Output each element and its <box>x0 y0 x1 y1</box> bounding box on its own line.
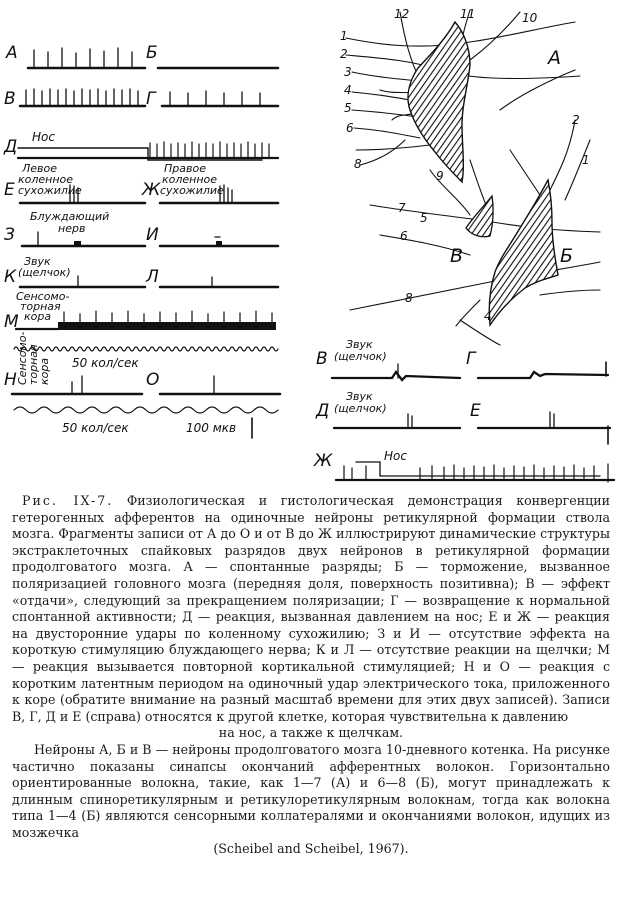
svg-text:4: 4 <box>484 309 492 323</box>
panel-label-o: О <box>146 370 160 390</box>
time-marker-m <box>14 347 278 351</box>
caption-paragraph-1-end: на нос, а также к щелчкам. <box>218 725 404 741</box>
label-left-knee-2: коленное <box>18 173 74 186</box>
label-left-knee-3: сухожилие <box>18 184 82 197</box>
panel-label-l: Л <box>146 267 159 287</box>
label-right-knee-2: коленное <box>162 173 218 186</box>
label-freq-m: 50 кол/сек <box>72 356 139 370</box>
panel-label-b: Б <box>146 43 158 63</box>
neuron-v <box>466 196 493 237</box>
svg-text:1: 1 <box>340 29 348 43</box>
svg-text:4: 4 <box>344 83 352 97</box>
right-recordings <box>332 362 614 482</box>
right-label-e: Е <box>470 401 481 421</box>
label-sound-1: Звук <box>24 255 51 268</box>
panel-label-g: Г <box>146 89 156 109</box>
spikes-a <box>34 48 132 68</box>
svg-text:8: 8 <box>405 291 413 305</box>
right-label-d: Д <box>316 401 330 421</box>
trace-m <box>58 322 276 330</box>
label-n-sensorimotor-1: Сенсомо- <box>16 331 29 385</box>
svg-text:3: 3 <box>344 65 352 79</box>
label-right-knee-3: сухожилие <box>160 184 224 197</box>
panel-label-m: М <box>4 312 19 332</box>
panel-label-n: Н <box>4 370 17 390</box>
caption-citation: (Scheibel and Scheibel, 1967). <box>213 841 409 857</box>
caption-text-1: Физиологическая и гистологическая демонстрация конвергенции гетерогенных афферентов на одиночные нейроны ретикулярной формации ствола мозга. Фрагменты записи от А до О и от В до Ж иллюстрируют динамические структуры экстраклеточных спайковых разрядов двух нейронов в ретикулярной формации продолговатого мозга. А — спонтанные разряды; Б — торможение, вызванное поляризацией головного мозга (передняя доля, поверхность позитивна); В — эффект «отдачи», следующий за прекращением поляризации; Г — возвращение к нормальной спонтанной активности; Д — реакция, вызванная давлением на нос; Е и Ж — реакция на двусторонние удары по коленному сухожилию; З и И — отсутствие эффекта на короткую стимуляцию блуждающего нерва; К и Л — отсутствие реакции на щелчки; М — реакция вызывается повторной кортикальной стимуляцией; Н и О — реакция с коротким латентным периодом на одиночный удар электрического тока, приложенного к коре (обратите внимание на разный масштаб времени для этих двух записей). Записи В, Г, Д и Е (справа) относятся к другой клетке, которая чувствительна к давлению <box>12 493 610 724</box>
right-label-v: В <box>316 349 328 369</box>
svg-text:6: 6 <box>400 229 408 243</box>
neuron-drawing <box>346 10 600 345</box>
label-vagus-2: нерв <box>58 222 86 235</box>
right2-sound-1: Звук <box>346 390 373 403</box>
svg-text:6: 6 <box>346 121 354 135</box>
label-sound-2: (щелчок) <box>18 266 71 279</box>
panel-label-v: В <box>4 89 16 109</box>
spikes-d <box>150 142 269 158</box>
svg-text:2: 2 <box>340 47 348 61</box>
right-nose: Нос <box>384 449 407 463</box>
svg-text:1: 1 <box>582 153 590 167</box>
label-vagus-1: Блуждающий <box>30 210 110 223</box>
panel-label-k: К <box>4 267 17 287</box>
caption-paragraph-1 <box>12 493 610 725</box>
svg-text:11: 11 <box>460 7 476 21</box>
svg-text:5: 5 <box>344 101 352 115</box>
label-right-knee-1: Правое <box>164 162 206 175</box>
label-n-sensorimotor-2: торная <box>27 344 40 385</box>
svg-text:5: 5 <box>420 211 428 225</box>
svg-text:12: 12 <box>394 7 410 21</box>
neuron-label-v: В <box>450 245 464 267</box>
figure-caption <box>12 493 610 858</box>
panel-label-a: А <box>6 43 18 63</box>
spikes-g <box>170 91 260 106</box>
label-scale: 100 мкв <box>186 421 237 435</box>
right-label-g: Г <box>466 349 476 369</box>
label-freq-bottom: 50 кол/сек <box>62 421 129 435</box>
label-sensorimotor-3: кора <box>24 310 52 323</box>
svg-text:10: 10 <box>522 11 538 25</box>
svg-text:7: 7 <box>398 201 406 215</box>
figure-label: Рис. IX-7. <box>22 493 114 508</box>
label-sensorimotor-1: Сенсомо- <box>16 290 70 303</box>
panel-label-z: З <box>4 225 15 245</box>
time-marker-bottom <box>14 407 278 413</box>
panel-label-e: Е <box>4 180 15 200</box>
right-sound-1: Звук <box>346 338 373 351</box>
label-left-knee-1: Левое <box>22 162 58 175</box>
right2-sound-2: (щелчок) <box>334 402 387 415</box>
right-sound-2: (щелчок) <box>334 350 387 363</box>
svg-text:9: 9 <box>436 169 444 183</box>
panel-label-zh: Ж <box>142 180 161 200</box>
label-n-sensorimotor-3: кора <box>38 357 51 385</box>
panel-label-i: И <box>146 225 159 245</box>
label-nose: Нос <box>32 130 55 144</box>
neuron-label-a: А <box>548 47 561 69</box>
right-label-zh: Ж <box>314 451 333 471</box>
stimulus-labels <box>16 130 236 435</box>
svg-text:8: 8 <box>354 157 362 171</box>
neuron-b <box>489 180 558 325</box>
spikes-v <box>26 89 138 106</box>
right-panel-labels <box>313 338 481 471</box>
caption-paragraph-2: Нейроны А, Б и В — нейроны продолговатого мозга 10-дневного котенка. На рисунке частично показаны синапсы окончаний афферентных волокон. Горизонтально ориентированные волокна, такие, как 1—7 (А) и 6—8 (Б), могут принадлежать к длинным спиноретикулярным и ретикулоретикулярным волокнам, тогда как волокна типа 1—4 (Б) являются сенсорными коллатералями и окончаниями волокон, идущих из мозжечка <box>12 741 610 840</box>
svg-text:2: 2 <box>572 113 580 127</box>
trace-right-g <box>478 372 608 378</box>
trace-right-v <box>332 372 460 380</box>
label-sensorimotor-2: торная <box>20 300 61 313</box>
neuron-label-b: Б <box>560 245 574 267</box>
panel-label-d: Д <box>4 137 18 157</box>
